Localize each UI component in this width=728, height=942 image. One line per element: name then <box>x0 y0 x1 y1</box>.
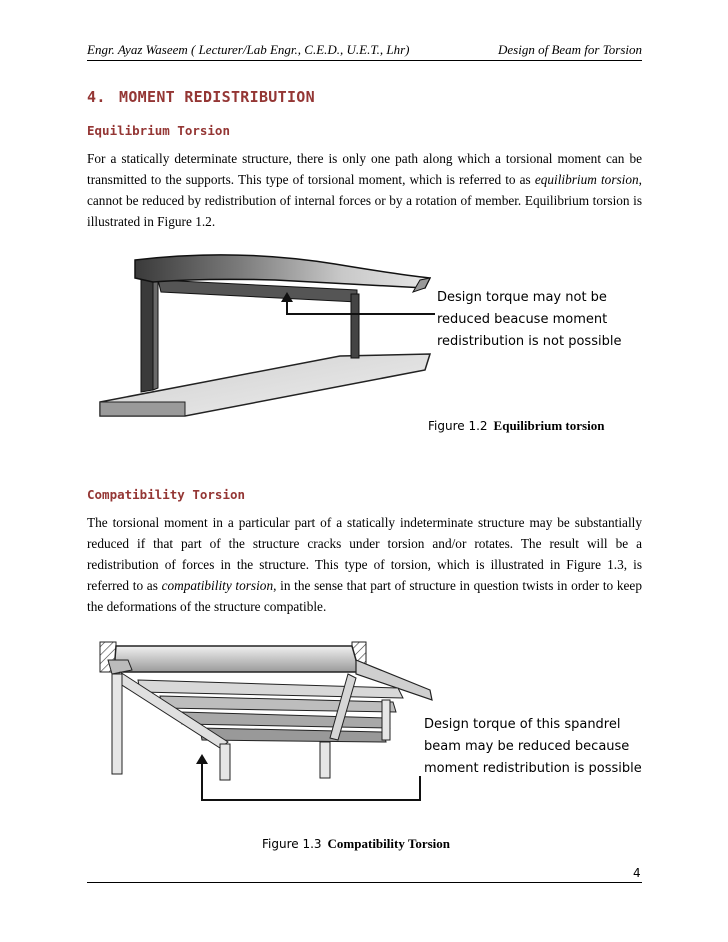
equilibrium-note-line: redistribution is not possible <box>437 334 622 349</box>
compatibility-note-line: Design torque of this spandrel <box>424 717 621 732</box>
compatibility-heading: Compatibility Torsion <box>87 487 246 502</box>
figure-1-3-caption <box>262 836 450 852</box>
equilibrium-note <box>437 287 621 353</box>
compatibility-note-line: beam may be reduced because <box>424 739 630 754</box>
section-title <box>87 88 315 106</box>
figure-1-2-label: Figure 1.2 <box>428 419 488 433</box>
compatibility-text-1: The torsional moment in a particular part of a statically indeterminate structure may be substantially reduced if that part of the structure cracks under torsion and/or rotates. The result will be a redistribution of forces in the structure. This type of torsion, which is illustrated in Figure 1.3, is referred to as <box>87 515 642 593</box>
figure-1-2-title: Equilibrium torsion <box>493 418 605 433</box>
compatibility-text-2: , in the sense that part of structure in question twists in order to keep the deformations of the structure compatible. <box>87 578 642 614</box>
page-header <box>87 42 642 61</box>
figure-1-2-caption <box>428 418 604 434</box>
compatibility-paragraph <box>87 512 642 617</box>
figure-1-3-label: Figure 1.3 <box>262 837 322 851</box>
equilibrium-text-2: , cannot be reduced by redistribution of internal forces or by a rotation of member. Equilibrium torsion is illustrated in Figure 1.2. <box>87 172 642 229</box>
footer-rule <box>87 882 642 883</box>
equilibrium-heading: Equilibrium Torsion <box>87 123 230 138</box>
page-number: 4 <box>633 866 641 880</box>
section-heading: MOMENT REDISTRIBUTION <box>119 88 315 106</box>
equilibrium-term: equilibrium torsion <box>534 172 639 187</box>
compatibility-term: compatibility torsion <box>161 578 274 593</box>
header-author: Engr. Ayaz Waseem ( Lecturer/Lab Engr., C.E.D., U.E.T., Lhr) <box>87 42 410 57</box>
figure-1-3-title: Compatibility Torsion <box>327 836 450 851</box>
equilibrium-note-line: reduced beacuse moment <box>437 312 608 327</box>
compatibility-torsion-figure <box>98 640 438 805</box>
equilibrium-paragraph <box>87 148 642 232</box>
compatibility-note <box>424 714 642 780</box>
equilibrium-text-1: For a statically determinate structure, there is only one path along which a torsional moment can be transmitted to the supports. This type of torsional moment, which is referred to as <box>87 151 642 187</box>
equilibrium-note-line: Design torque may not be <box>437 290 607 305</box>
equilibrium-torsion-figure <box>95 250 445 420</box>
header-topic: Design of Beam for Torsion <box>498 42 642 57</box>
compatibility-note-line: moment redistribution is possible <box>424 761 642 776</box>
section-number: 4. <box>87 88 106 106</box>
